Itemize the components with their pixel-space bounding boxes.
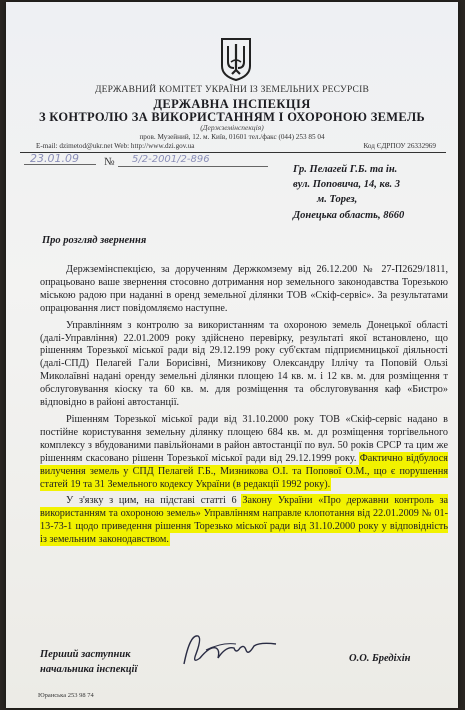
inspection-title: ДЕРЖАВНА ІНСПЕКЦІЯ	[153, 97, 311, 111]
trident-emblem-icon	[219, 36, 253, 82]
header-divider	[20, 152, 446, 153]
footer-note: Юранська 253 98 74	[38, 692, 94, 699]
recipient-region: Донецька область, 8660	[293, 209, 405, 221]
date-underline	[24, 164, 96, 165]
registration-number: 5/2-2001/2-896	[132, 154, 210, 165]
paragraph-4-text: У з'язку з цим, на підставі статті 6	[66, 495, 243, 507]
signatory-title-line2: начальника інспекції	[40, 663, 138, 675]
paragraph-1: Держземінспекцією, за дорученням Держкомзему від 26.12.200 № 27-П2629/1811, опрацьовано ваше звернення стосовно дотримання нор земельного законодавства Торезькою міською радою при наданні в оренд земельної ділянки ТОВ «Скіф-сервіс». За результатами опрацювання лист повідомляємо наступне.	[40, 264, 448, 314]
paragraph-3-text: Рішенням Торезької міської ради від 31.10.2000 року ТОВ «Скіф-сервіс надано в постійне користування земельну ділянку площею 684 кв. м. дл розміщення торгівельного комплексу з вбудованими павільйонами в район автостанції по вул. 50 років СРСР та цим же рішенням скасовано рішенн Торезької міської ради від 29.12.1999 року.	[40, 413, 448, 464]
registration-date: 23.01.09	[30, 152, 79, 165]
inspection-short-name: (Держземінспекція)	[200, 123, 264, 132]
recipient-name: Гр. Пелагей Г.Б. та ін.	[293, 164, 398, 175]
signatory-title	[40, 648, 137, 677]
letter-body	[40, 264, 448, 551]
contact-email-web: E-mail: dzimetod@ukr.net Web: http://www.dzi.gov.ua	[36, 142, 195, 150]
letter-subject: Про розгляд звернення	[42, 235, 147, 246]
paragraph-2: Управлінням з контролю за використанням та охороною земель Донецької області (далі-Управління) 22.01.2009 року здійснено перевірку, результаті якої встановлено, що рішенням Торезької міської ради від 29.12.199 року суб'єктам підприємницької діяльності (далі-СПД) Пелагей Гали Борисівні, Мизникову Олександру Іллічу та Поповій Ользі Миколаївні надані оренду земельні ділянки площею 14 кв. м. і 12 кв. м. для розміщення т обслуговування кіоску та 60 кв. м. для розміщення та обслуговування каф «Бистро» відповідно в районі автостанції.	[40, 319, 448, 409]
registration-line	[22, 154, 282, 170]
signatory-name: О.О. Бредіхін	[349, 653, 411, 664]
paragraph-3-highlight: Фактично відбулося вилучення земель у СПД Пелагей Г.Б., Мизникова О.І. та Попової О.М., що є порушення статей 19 та 31 Земельного кодексу України (в редакції 1992 року).	[40, 452, 448, 490]
recipient-city: м. Торез,	[317, 194, 358, 206]
signatory-title-line1: Перший заступник	[40, 649, 131, 660]
recipient-street: вул. Поповича, 14, кв. 3	[293, 179, 401, 191]
paragraph-3	[40, 414, 448, 491]
committee-name: ДЕРЖАВНИЙ КОМІТЕТ УКРАЇНИ ІЗ ЗЕМЕЛЬНИХ РЕСУРСІВ	[94, 85, 369, 95]
edrpou-code: Код ЄДРПОУ 26332969	[363, 142, 436, 150]
letter-sheet	[6, 2, 458, 708]
number-underline	[118, 166, 268, 167]
paragraph-4-highlight: Закону України «Про державни контроль за використанням та охороною земель» Управлінням направле клопотання від 22.01.2009 № 01-13-73-1 щодо приведення рішення Торезько міської ради від 31.10.2000 року у відповідність із земельним законодавством.	[40, 495, 449, 546]
postal-address: пров. Музейний, 12. м. Київ, 01601 тел./факс (044) 253 85 04	[139, 133, 325, 141]
paragraph-4	[40, 495, 448, 547]
inspection-subtitle: З КОНТРОЛЮ ЗА ВИКОРИСТАННЯМ І ОХОРОНОЮ ЗЕМЕЛЬ	[38, 110, 425, 124]
recipient-block	[293, 162, 453, 223]
handwritten-signature	[176, 624, 286, 674]
number-label: №	[104, 156, 115, 168]
